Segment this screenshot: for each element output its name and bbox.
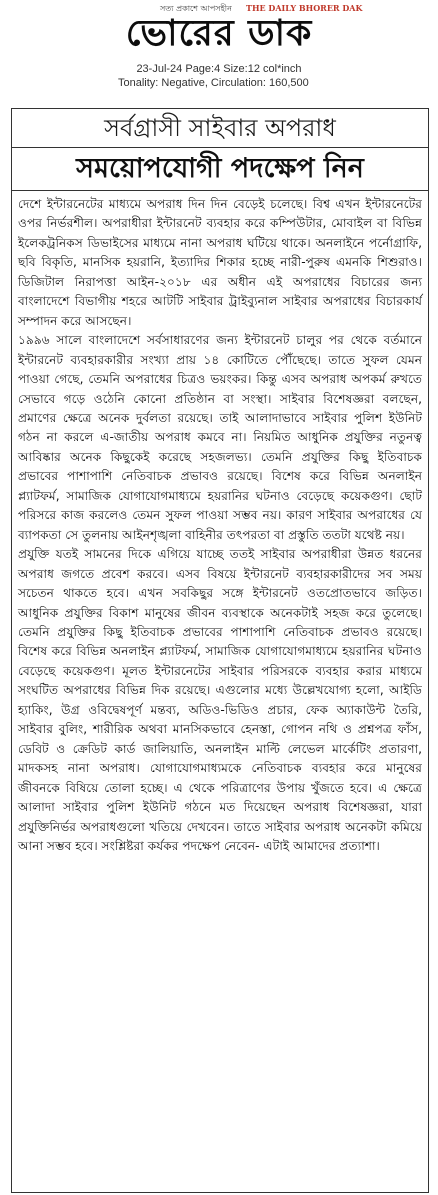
article-body <box>12 191 428 856</box>
masthead-tagline: সত্য প্রকাশে আপসহীন <box>160 4 232 13</box>
article-paragraph: ১৯৯৬ সালে বাংলাদেশে সর্বসাধারণের জন্য ইন্টারনেট চালুর পর থেকে বর্তমানে ইন্টারনেট ব্যবহারকারীর সংখ্যা প্রায় ১৪ কোটিতে পৌঁছেছে। তাতে সুফল যেমন পাওয়া গেছে, তেমনি অপরাধের চিত্রও ভয়ংকর। কিন্তু এসব অপরাধ অপকর্ম রুখতে সেভাবে গড়ে ওঠেনি কোনো প্রতিষ্ঠান বা সংস্থা। সাইবার বিশেষজ্ঞরা বলছেন, প্রমাণের ক্ষেত্রে অনেক দুর্বলতা রয়েছে। তাই আলাদাভাবে সাইবার পুলিশ ইউনিট গঠন না করলে এ-জাতীয় অপরাধ কমবে না। নিয়মিত আধুনিক প্রযুক্তির নতুনত্ব আবিষ্কার অনেক কিছুকেই করেছে সহজলভ্য। তেমনি প্রযুক্তির কিছু ইতিবাচক প্রভাবের পাশাপাশি নেতিবাচক প্রভাবও রয়েছে। বিশেষ করে বিভিন্ন অনলাইন প্ল্যাটফর্ম, সামাজিক যোগাযোগমাধ্যমে হয়রানির ঘটনাও বেড়েছে কয়েকগুণ। ছোট পরিসরে কাজ করলেও তেমন সুফল পাওয়া সম্ভব নয়। কারণ সাইবার অপরাধের যে ব্যাপকতা সে তুলনায় আইনশৃঙ্খলা বাহিনীর তৎপরতা বা প্রস্তুতি ততটা যথেষ্ট নয়। <box>18 333 422 542</box>
article-kicker: সর্বগ্রাসী সাইবার অপরাধ <box>12 109 428 148</box>
article-paragraph: প্রযুক্তি যতই সামনের দিকে এগিয়ে যাচ্ছে ততই সাইবার অপরাধীরা উন্নত ধরনের অপরাধ জগতে প্রবেশ করবে। এসব বিষয়ে ইন্টারনেট ব্যবহারকারীদের সব সময় সচেতন থাকতে হবে। এখন সবকিছুর সঙ্গে ইন্টারনেট ওতপ্রোতভাবে জড়িত। আধুনিক প্রযুক্তির বিকাশ মানুষের জীবন ব্যবস্থাকে অনেকটাই সহজ করে তুলেছে। তেমনি প্রযুক্তির কিছু ইতিবাচক প্রভাবের পাশাপাশি নেতিবাচক প্রভাবও রয়েছে। বিশেষ করে বিভিন্ন অনলাইন প্ল্যাটফর্ম, সামাজিক যোগাযোগমাধ্যমে হয়রানির ঘটনাও বেড়েছে কয়েকগুণ। মূলত ইন্টারনেটের সাইবার পরিসরকে ব্যবহার করার মাধ্যমে সংঘটিত অপরাধের বিভিন্ন দিক রয়েছে। এগুলোর মধ্যে উল্লেখযোগ্য হলো, আইডি হ্যাকিং, উগ্র ওবিদ্বেষপূর্ণ মন্তব্য, অডিও-ভিডিও প্রচার, ফেক অ্যাকাউন্ট তৈরি, সাইবার বুলিং, শারীরিক অথবা মানসিকভাবে হেনস্তা, গোপন নথি ও প্রশ্নপত্র ফাঁস, ডেবিট ও ক্রেডিট কার্ড জালিয়াতি, অনলাইন মাল্টি লেভেল মার্কেটিং প্রতারণা, মাদকসহ নানা অপরাধ। যোগাযোগমাধ্যমকে নেতিবাচক ব্যবহার করে মানুষের জীবনকে বিষিয়ে তোলা হচ্ছে। এ থেকে পরিত্রাণের উপায় খুঁজতে হবে। এ ক্ষেত্রে আলাদা সাইবার পুলিশ ইউনিট গঠনে মত দিয়েছেন অপরাধ বিশেষজ্ঞরা, যারা প্রযুক্তিনির্ভর অপরাধগুলো খতিয়ে দেখবেন। তাতে সাইবার অপরাধ অনেকটা কমিয়ে আনা সম্ভব হবে। সংশ্লিষ্টরা কর্যকর পদক্ষেপ নেবেন- এটাই আমাদের প্রত্যাশা। <box>18 547 422 853</box>
masthead-english-title: THE DAILY BHORER DAK <box>246 3 363 13</box>
article-paragraph: দেশে ইন্টারনেটের মাধ্যমে অপরাধ দিন দিন বেড়েই চলেছে। বিশ্ব এখন ইন্টারনেটের ওপর নির্ভরশীল। অপরাধীরা ইন্টারনেট ব্যবহার করে কম্পিউটার, মোবাইল বা বিভিন্ন ইলেকট্রনিকস ডিভাইসের মাধ্যমে নানা অপরাধ ঘটিয়ে থাকে। অনলাইনে পর্নোগ্রাফি, ছবি বিকৃতি, মানসিক হয়রানি, ইত্যাদির শিকার হচ্ছে নারী-পুরুষ এমনকি শিশুরাও। ডিজিটাল নিরাপত্তা আইন-২০১৮ এর অধীন এই অপরাধের বিচারের জন্য বাংলাদেশে বিভাগীয় শহরে আটটি সাইবার ট্রাইব্যুনাল সাইবার অপরাধের বিচারকার্য সম্পাদন করে আসছেন। <box>18 197 422 328</box>
editorial-article <box>11 108 429 1193</box>
article-headline: সময়োপযোগী পদক্ষেপ নিন <box>12 148 428 191</box>
clipping-meta-date-size: 23-Jul-24 Page:4 Size:12 col*inch <box>136 63 302 75</box>
newspaper-logo: ভোরের ডাক <box>125 13 313 54</box>
masthead <box>0 0 438 62</box>
clipping-meta-tonality: Tonality: Negative, Circulation: 160,500 <box>118 77 309 89</box>
